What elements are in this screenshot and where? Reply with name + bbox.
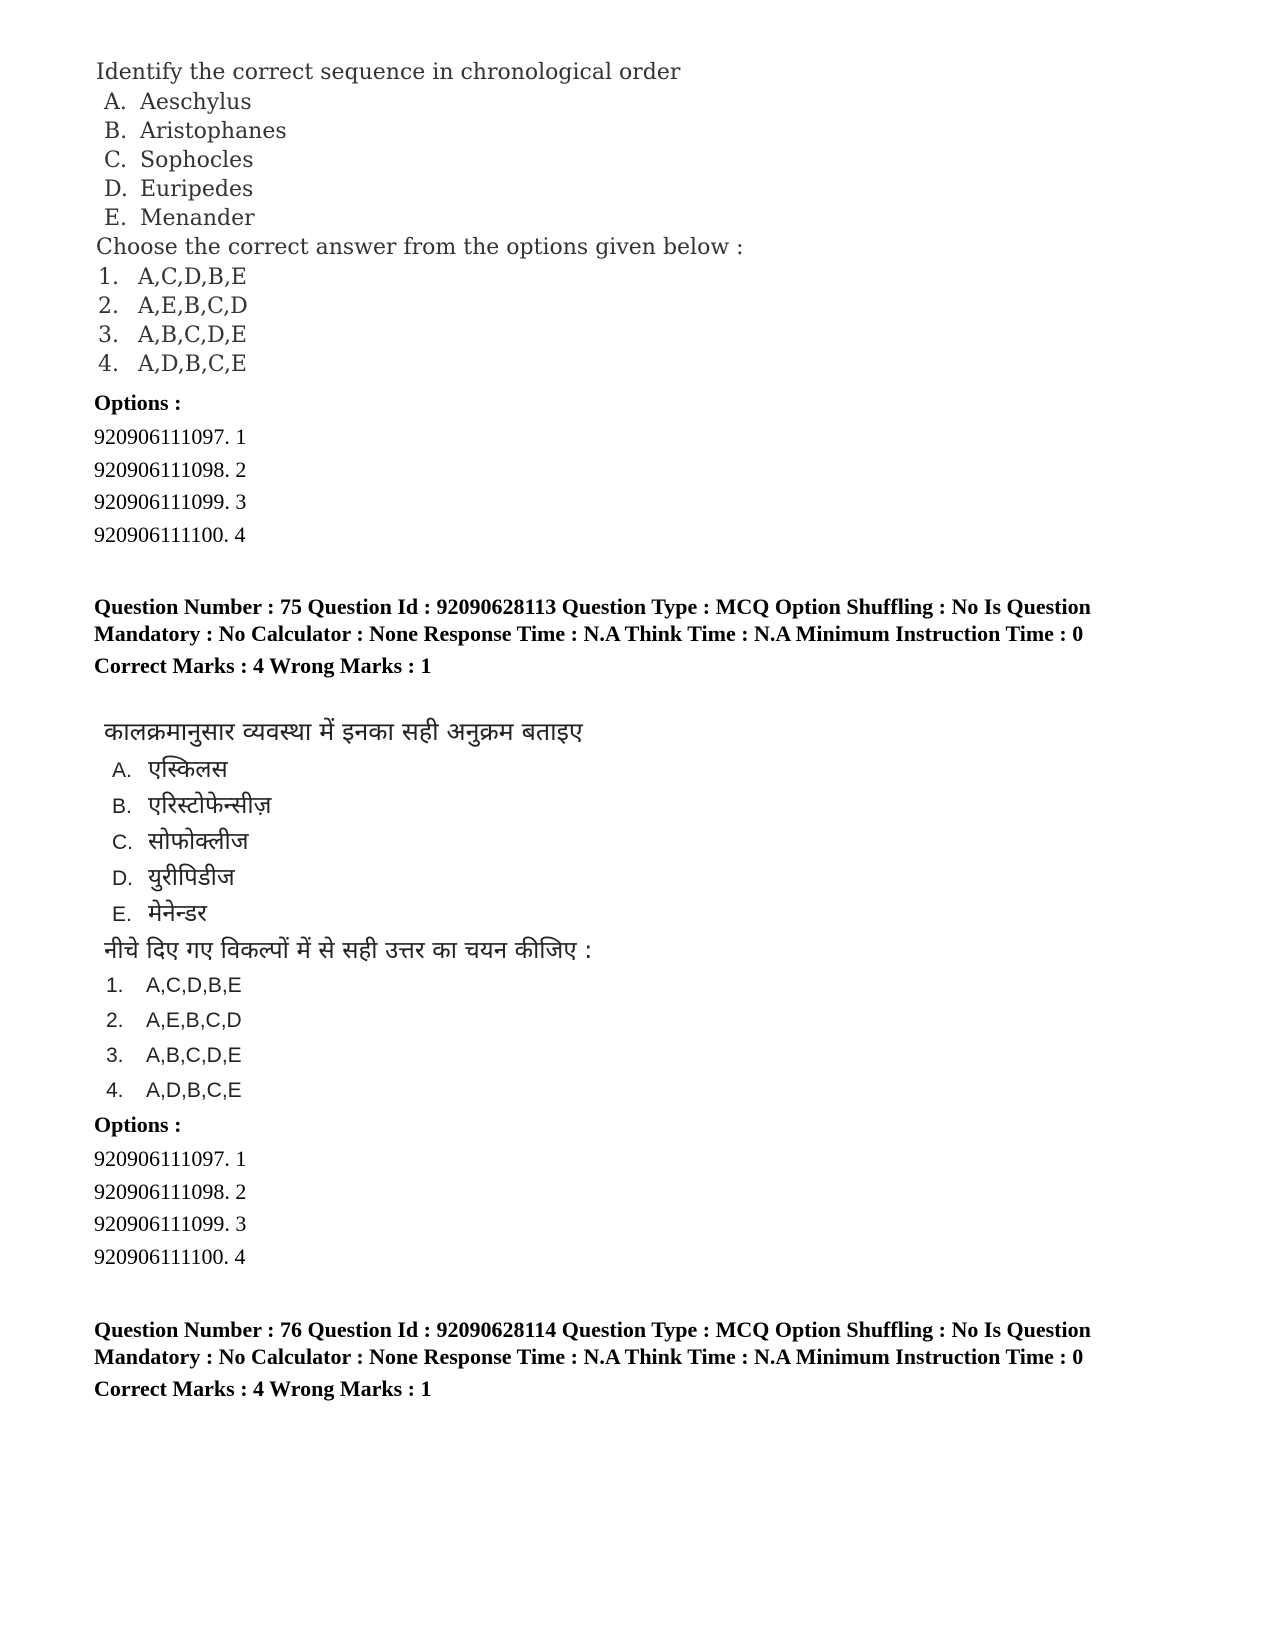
list-item: D. Euripedes	[104, 177, 254, 202]
question-marks: Correct Marks : 4 Wrong Marks : 1	[94, 653, 432, 678]
choose-instruction: नीचे दिए गए विकल्पों में से सही उत्तर का चयन कीजिए :	[104, 936, 593, 964]
options-title: Options :	[94, 1112, 182, 1137]
answer-choice: 2. A,E,B,C,D	[98, 294, 248, 319]
list-item: C. सोफोक्लीज	[112, 827, 249, 855]
option-id: 920906111099. 3	[94, 489, 247, 514]
options-block	[94, 389, 246, 551]
answer-choice: 4. A,D,B,C,E	[98, 352, 247, 377]
options-title: Options :	[94, 390, 182, 415]
list-item: E. मेनेन्डर	[112, 899, 207, 927]
options-block	[94, 1111, 246, 1273]
question-header	[94, 593, 1094, 680]
answer-choice: 1. A,C,D,B,E	[106, 974, 242, 997]
question-marks: Correct Marks : 4 Wrong Marks : 1	[94, 1376, 432, 1401]
answer-choice: 1. A,C,D,B,E	[98, 265, 247, 290]
answer-choice: 3. A,B,C,D,E	[98, 323, 247, 348]
option-id: 920906111098. 2	[94, 1178, 247, 1204]
option-id: 920906111097. 1	[94, 1146, 247, 1171]
list-item: C. Sophocles	[104, 148, 254, 173]
list-item: A. Aeschylus	[104, 90, 252, 115]
list-item: E. Menander	[104, 206, 255, 231]
option-id: 920906111100. 4	[94, 1243, 246, 1269]
list-item: B. Aristophanes	[104, 119, 287, 144]
question-header	[94, 1316, 1094, 1403]
question-image-english	[96, 58, 796, 379]
choose-instruction: Choose the correct answer from the options given below :	[96, 235, 744, 260]
option-id: 920906111100. 4	[94, 521, 246, 547]
question-image-hindi	[104, 712, 724, 1108]
question-stem: कालक्रमानुसार व्यवस्था में इनका सही अनुक्रम बताइए	[104, 717, 583, 746]
answer-choice: 3. A,B,C,D,E	[106, 1044, 242, 1067]
list-item: D. युरीपिडीज	[112, 863, 235, 891]
question-meta: Question Number : 76 Question Id : 92090628114 Question Type : MCQ Option Shuffling : No Is Question Mandatory : No Calculator : None Response Time : N.A Think Time : N.A Minimum Instruction Time : 0	[94, 1317, 1091, 1369]
option-id: 920906111099. 3	[94, 1211, 247, 1236]
option-id: 920906111098. 2	[94, 456, 247, 482]
answer-choice: 2. A,E,B,C,D	[106, 1009, 242, 1032]
question-stem: Identify the correct sequence in chronological order	[96, 60, 681, 85]
list-item: A. एस्किलस	[112, 755, 228, 783]
question-meta: Question Number : 75 Question Id : 92090628113 Question Type : MCQ Option Shuffling : No Is Question Mandatory : No Calculator : None Response Time : N.A Think Time : N.A Minimum Instruction Time : 0	[94, 594, 1091, 646]
option-id: 920906111097. 1	[94, 424, 247, 449]
list-item: B. एरिस्टोफेन्सीज़	[112, 791, 272, 819]
answer-choice: 4. A,D,B,C,E	[106, 1079, 242, 1102]
